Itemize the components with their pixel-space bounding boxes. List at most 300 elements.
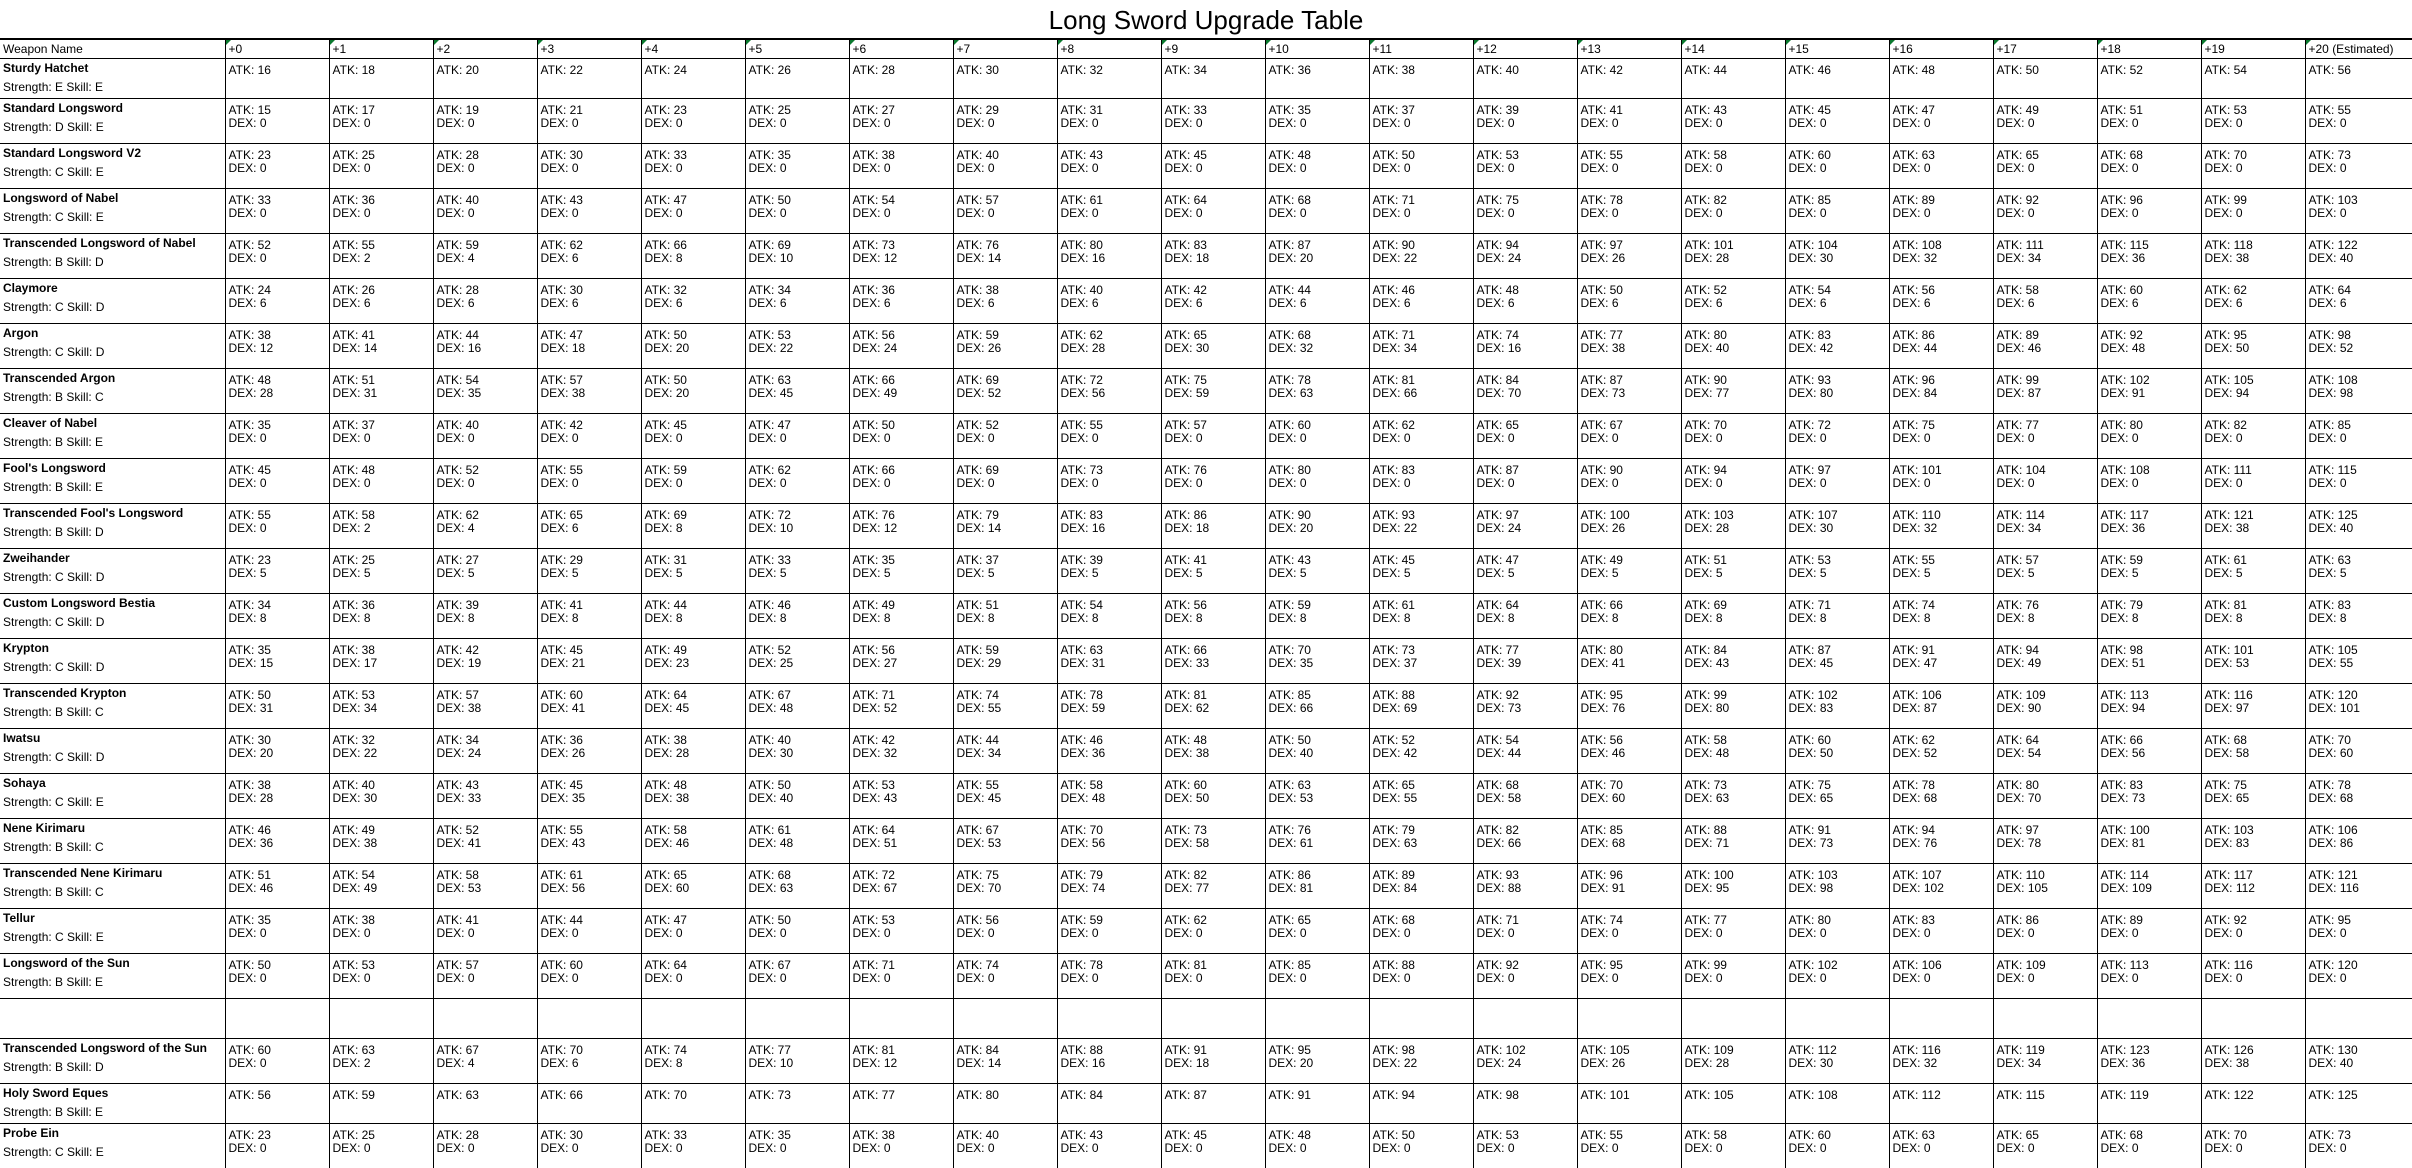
- upgrade-value-cell[interactable]: [1785, 149, 1889, 176]
- stat-requirement-cell[interactable]: Strength: C Skill: D: [0, 567, 225, 594]
- upgrade-value-cell[interactable]: [2305, 554, 2412, 581]
- upgrade-value-cell[interactable]: [745, 329, 849, 356]
- upgrade-value-cell[interactable]: [1889, 689, 1993, 716]
- upgrade-value-cell[interactable]: [1369, 644, 1473, 671]
- upgrade-value-cell[interactable]: [433, 599, 537, 626]
- upgrade-value-cell[interactable]: [1889, 1089, 1993, 1111]
- upgrade-value-cell[interactable]: [225, 284, 329, 311]
- upgrade-value-cell[interactable]: [2201, 194, 2305, 221]
- upgrade-value-cell[interactable]: [1265, 149, 1369, 176]
- upgrade-value-cell[interactable]: [641, 194, 745, 221]
- upgrade-value-cell[interactable]: [1057, 644, 1161, 671]
- upgrade-value-cell[interactable]: [433, 374, 537, 401]
- upgrade-value-cell[interactable]: [641, 509, 745, 536]
- upgrade-value-cell[interactable]: [849, 959, 953, 986]
- upgrade-value-cell[interactable]: [1057, 824, 1161, 851]
- upgrade-value-cell[interactable]: [225, 1089, 329, 1111]
- upgrade-value-cell[interactable]: [2201, 959, 2305, 986]
- upgrade-value-cell[interactable]: [1161, 554, 1265, 581]
- upgrade-value-cell[interactable]: [1057, 554, 1161, 581]
- upgrade-value-cell[interactable]: [537, 464, 641, 491]
- upgrade-value-cell[interactable]: [745, 239, 849, 266]
- upgrade-value-cell[interactable]: [1681, 64, 1785, 86]
- stat-requirement-cell[interactable]: [0, 1017, 225, 1039]
- upgrade-value-cell[interactable]: [849, 779, 953, 806]
- weapon-name-cell[interactable]: Krypton: [0, 639, 225, 658]
- upgrade-value-cell[interactable]: [1265, 64, 1369, 86]
- upgrade-value-cell[interactable]: [1369, 374, 1473, 401]
- upgrade-value-cell[interactable]: [1681, 869, 1785, 896]
- upgrade-value-cell[interactable]: [433, 464, 537, 491]
- stat-requirement-cell[interactable]: Strength: C Skill: D: [0, 747, 225, 774]
- header-level[interactable]: +20 (Estimated): [2305, 40, 2412, 59]
- upgrade-value-cell[interactable]: [641, 149, 745, 176]
- upgrade-value-cell[interactable]: [1473, 824, 1577, 851]
- stat-requirement-cell[interactable]: Strength: C Skill: D: [0, 612, 225, 639]
- upgrade-value-cell[interactable]: [2201, 1044, 2305, 1071]
- weapon-name-cell[interactable]: [0, 999, 225, 1018]
- upgrade-value-cell[interactable]: [225, 1044, 329, 1071]
- upgrade-value-cell[interactable]: [1265, 329, 1369, 356]
- upgrade-value-cell[interactable]: [1577, 509, 1681, 536]
- upgrade-value-cell[interactable]: [1993, 1044, 2097, 1071]
- stat-requirement-cell[interactable]: Strength: C Skill: E: [0, 927, 225, 954]
- upgrade-value-cell[interactable]: [2201, 374, 2305, 401]
- header-weapon-name[interactable]: Weapon Name: [0, 40, 225, 59]
- upgrade-value-cell[interactable]: [1473, 509, 1577, 536]
- upgrade-value-cell[interactable]: [849, 644, 953, 671]
- upgrade-value-cell[interactable]: [953, 284, 1057, 311]
- upgrade-value-cell[interactable]: [1369, 239, 1473, 266]
- upgrade-value-cell[interactable]: [2305, 509, 2412, 536]
- upgrade-value-cell[interactable]: [641, 779, 745, 806]
- upgrade-value-cell[interactable]: [953, 599, 1057, 626]
- upgrade-value-cell[interactable]: [2097, 869, 2201, 896]
- upgrade-value-cell[interactable]: [953, 1089, 1057, 1111]
- upgrade-value-cell[interactable]: [1057, 779, 1161, 806]
- upgrade-value-cell[interactable]: [1785, 644, 1889, 671]
- upgrade-value-cell[interactable]: [1057, 104, 1161, 131]
- upgrade-value-cell[interactable]: [1681, 329, 1785, 356]
- upgrade-value-cell[interactable]: [2097, 149, 2201, 176]
- upgrade-value-cell[interactable]: [1265, 284, 1369, 311]
- upgrade-value-cell[interactable]: [225, 599, 329, 626]
- upgrade-value-cell[interactable]: [537, 689, 641, 716]
- upgrade-value-cell[interactable]: [1889, 644, 1993, 671]
- upgrade-value-cell[interactable]: [641, 599, 745, 626]
- upgrade-value-cell[interactable]: [849, 914, 953, 941]
- upgrade-value-cell[interactable]: [433, 1129, 537, 1155]
- weapon-name-cell[interactable]: Sturdy Hatchet: [0, 59, 225, 78]
- upgrade-value-cell[interactable]: [1993, 824, 2097, 851]
- upgrade-value-cell[interactable]: [2201, 914, 2305, 941]
- upgrade-value-cell[interactable]: [537, 599, 641, 626]
- upgrade-value-cell[interactable]: [745, 464, 849, 491]
- upgrade-value-cell[interactable]: [2201, 464, 2305, 491]
- upgrade-value-cell[interactable]: [1993, 509, 2097, 536]
- upgrade-value-cell[interactable]: [745, 779, 849, 806]
- upgrade-value-cell[interactable]: [2201, 824, 2305, 851]
- weapon-name-cell[interactable]: Sohaya: [0, 774, 225, 793]
- upgrade-value-cell[interactable]: [1993, 64, 2097, 86]
- upgrade-value-cell[interactable]: [745, 104, 849, 131]
- upgrade-value-cell[interactable]: [1577, 914, 1681, 941]
- upgrade-value-cell[interactable]: [225, 734, 329, 761]
- upgrade-value-cell[interactable]: [2201, 329, 2305, 356]
- weapon-name-cell[interactable]: Cleaver of Nabel: [0, 414, 225, 433]
- upgrade-value-cell[interactable]: [1161, 149, 1265, 176]
- stat-requirement-cell[interactable]: Strength: B Skill: C: [0, 837, 225, 864]
- upgrade-value-cell[interactable]: [1785, 689, 1889, 716]
- upgrade-value-cell[interactable]: [1057, 374, 1161, 401]
- weapon-name-cell[interactable]: Fool's Longsword: [0, 459, 225, 478]
- upgrade-value-cell[interactable]: [537, 644, 641, 671]
- upgrade-value-cell[interactable]: [2201, 419, 2305, 446]
- upgrade-value-cell[interactable]: [641, 869, 745, 896]
- upgrade-value-cell[interactable]: [953, 374, 1057, 401]
- upgrade-value-cell[interactable]: [329, 959, 433, 986]
- upgrade-value-cell[interactable]: [1369, 599, 1473, 626]
- upgrade-value-cell[interactable]: [849, 419, 953, 446]
- upgrade-value-cell[interactable]: [1473, 239, 1577, 266]
- upgrade-value-cell[interactable]: [225, 104, 329, 131]
- upgrade-value-cell[interactable]: [1473, 374, 1577, 401]
- upgrade-value-cell[interactable]: [641, 914, 745, 941]
- upgrade-value-cell[interactable]: [1265, 914, 1369, 941]
- upgrade-value-cell[interactable]: [849, 689, 953, 716]
- upgrade-value-cell[interactable]: [1681, 734, 1785, 761]
- weapon-name-cell[interactable]: Longsword of the Sun: [0, 954, 225, 973]
- header-level[interactable]: +4: [641, 40, 745, 59]
- upgrade-value-cell[interactable]: [537, 869, 641, 896]
- upgrade-value-cell[interactable]: [1577, 149, 1681, 176]
- upgrade-value-cell[interactable]: [1369, 194, 1473, 221]
- upgrade-value-cell[interactable]: [1785, 779, 1889, 806]
- upgrade-value-cell[interactable]: [433, 509, 537, 536]
- upgrade-value-cell[interactable]: [1577, 959, 1681, 986]
- upgrade-value-cell[interactable]: [953, 509, 1057, 536]
- upgrade-value-cell[interactable]: [1161, 779, 1265, 806]
- upgrade-value-cell[interactable]: [2201, 644, 2305, 671]
- upgrade-value-cell[interactable]: [1681, 779, 1785, 806]
- upgrade-value-cell[interactable]: [1265, 419, 1369, 446]
- upgrade-value-cell[interactable]: [433, 419, 537, 446]
- upgrade-value-cell[interactable]: [1369, 509, 1473, 536]
- stat-requirement-cell[interactable]: Strength: E Skill: E: [0, 77, 225, 99]
- upgrade-value-cell[interactable]: [1993, 419, 2097, 446]
- upgrade-value-cell[interactable]: [1993, 329, 2097, 356]
- upgrade-value-cell[interactable]: [1785, 509, 1889, 536]
- weapon-name-cell[interactable]: Custom Longsword Bestia: [0, 594, 225, 613]
- upgrade-value-cell[interactable]: [537, 914, 641, 941]
- upgrade-value-cell[interactable]: [329, 1129, 433, 1155]
- upgrade-value-cell[interactable]: [537, 149, 641, 176]
- upgrade-value-cell[interactable]: [745, 509, 849, 536]
- upgrade-value-cell[interactable]: [2097, 599, 2201, 626]
- upgrade-value-cell[interactable]: [329, 329, 433, 356]
- upgrade-value-cell[interactable]: [1889, 104, 1993, 131]
- upgrade-value-cell[interactable]: [1993, 1089, 2097, 1111]
- upgrade-value-cell[interactable]: [1785, 104, 1889, 131]
- upgrade-value-cell[interactable]: [2305, 824, 2412, 851]
- upgrade-value-cell[interactable]: [745, 194, 849, 221]
- upgrade-value-cell[interactable]: [329, 64, 433, 86]
- upgrade-value-cell[interactable]: [849, 824, 953, 851]
- upgrade-value-cell[interactable]: [953, 914, 1057, 941]
- upgrade-value-cell[interactable]: [1993, 149, 2097, 176]
- upgrade-value-cell[interactable]: [1473, 1129, 1577, 1155]
- upgrade-value-cell[interactable]: [537, 1129, 641, 1155]
- upgrade-value-cell[interactable]: [1889, 1044, 1993, 1071]
- upgrade-value-cell[interactable]: [2097, 464, 2201, 491]
- upgrade-value-cell[interactable]: [2201, 554, 2305, 581]
- upgrade-value-cell[interactable]: [641, 64, 745, 86]
- stat-requirement-cell[interactable]: Strength: C Skill: D: [0, 342, 225, 369]
- upgrade-value-cell[interactable]: [1161, 689, 1265, 716]
- upgrade-value-cell[interactable]: [953, 1044, 1057, 1071]
- upgrade-value-cell[interactable]: [1369, 464, 1473, 491]
- upgrade-value-cell[interactable]: [1473, 194, 1577, 221]
- upgrade-value-cell[interactable]: [745, 599, 849, 626]
- upgrade-value-cell[interactable]: [329, 419, 433, 446]
- upgrade-value-cell[interactable]: [1369, 869, 1473, 896]
- upgrade-value-cell[interactable]: [1161, 914, 1265, 941]
- weapon-name-cell[interactable]: Tellur: [0, 909, 225, 928]
- upgrade-value-cell[interactable]: [849, 374, 953, 401]
- upgrade-value-cell[interactable]: [1265, 959, 1369, 986]
- upgrade-value-cell[interactable]: [1057, 1004, 1161, 1026]
- upgrade-value-cell[interactable]: [953, 149, 1057, 176]
- upgrade-value-cell[interactable]: [1889, 824, 1993, 851]
- upgrade-value-cell[interactable]: [1889, 1004, 1993, 1026]
- upgrade-value-cell[interactable]: [1473, 1044, 1577, 1071]
- upgrade-value-cell[interactable]: [433, 284, 537, 311]
- upgrade-value-cell[interactable]: [641, 1004, 745, 1026]
- upgrade-value-cell[interactable]: [433, 689, 537, 716]
- upgrade-value-cell[interactable]: [1161, 509, 1265, 536]
- upgrade-value-cell[interactable]: [537, 1044, 641, 1071]
- upgrade-value-cell[interactable]: [537, 554, 641, 581]
- stat-requirement-cell[interactable]: Strength: C Skill: D: [0, 297, 225, 324]
- upgrade-value-cell[interactable]: [2305, 284, 2412, 311]
- upgrade-value-cell[interactable]: [2305, 869, 2412, 896]
- upgrade-value-cell[interactable]: [1993, 914, 2097, 941]
- upgrade-value-cell[interactable]: [2305, 689, 2412, 716]
- upgrade-value-cell[interactable]: [329, 104, 433, 131]
- upgrade-value-cell[interactable]: [433, 914, 537, 941]
- upgrade-value-cell[interactable]: [2305, 644, 2412, 671]
- upgrade-value-cell[interactable]: [953, 1129, 1057, 1155]
- upgrade-value-cell[interactable]: [1785, 1044, 1889, 1071]
- upgrade-value-cell[interactable]: [745, 1129, 849, 1155]
- upgrade-value-cell[interactable]: [1057, 689, 1161, 716]
- upgrade-value-cell[interactable]: [1577, 104, 1681, 131]
- upgrade-value-cell[interactable]: [1265, 104, 1369, 131]
- upgrade-value-cell[interactable]: [1681, 689, 1785, 716]
- upgrade-value-cell[interactable]: [1161, 599, 1265, 626]
- upgrade-value-cell[interactable]: [1681, 374, 1785, 401]
- upgrade-value-cell[interactable]: [1577, 329, 1681, 356]
- upgrade-value-cell[interactable]: [2201, 104, 2305, 131]
- upgrade-value-cell[interactable]: [1681, 509, 1785, 536]
- weapon-name-cell[interactable]: Standard Longsword: [0, 99, 225, 118]
- upgrade-value-cell[interactable]: [1369, 779, 1473, 806]
- upgrade-value-cell[interactable]: [2305, 1004, 2412, 1026]
- upgrade-value-cell[interactable]: [1785, 869, 1889, 896]
- upgrade-value-cell[interactable]: [1265, 509, 1369, 536]
- upgrade-value-cell[interactable]: [1369, 419, 1473, 446]
- upgrade-value-cell[interactable]: [329, 1089, 433, 1111]
- upgrade-value-cell[interactable]: [1681, 644, 1785, 671]
- upgrade-value-cell[interactable]: [225, 1129, 329, 1155]
- upgrade-value-cell[interactable]: [1057, 64, 1161, 86]
- upgrade-value-cell[interactable]: [1993, 464, 2097, 491]
- upgrade-value-cell[interactable]: [849, 104, 953, 131]
- upgrade-value-cell[interactable]: [1161, 644, 1265, 671]
- upgrade-value-cell[interactable]: [225, 509, 329, 536]
- upgrade-value-cell[interactable]: [1889, 914, 1993, 941]
- upgrade-value-cell[interactable]: [953, 869, 1057, 896]
- upgrade-value-cell[interactable]: [1473, 599, 1577, 626]
- upgrade-value-cell[interactable]: [745, 869, 849, 896]
- upgrade-value-cell[interactable]: [433, 239, 537, 266]
- upgrade-value-cell[interactable]: [953, 1004, 1057, 1026]
- header-level[interactable]: +16: [1889, 40, 1993, 59]
- upgrade-value-cell[interactable]: [1889, 284, 1993, 311]
- upgrade-value-cell[interactable]: [1265, 554, 1369, 581]
- upgrade-value-cell[interactable]: [1993, 554, 2097, 581]
- upgrade-value-cell[interactable]: [537, 329, 641, 356]
- upgrade-value-cell[interactable]: [537, 284, 641, 311]
- upgrade-value-cell[interactable]: [1057, 1089, 1161, 1111]
- stat-requirement-cell[interactable]: Strength: B Skill: C: [0, 702, 225, 729]
- upgrade-value-cell[interactable]: [1265, 869, 1369, 896]
- upgrade-value-cell[interactable]: [1577, 779, 1681, 806]
- upgrade-value-cell[interactable]: [1889, 869, 1993, 896]
- upgrade-value-cell[interactable]: [1161, 959, 1265, 986]
- upgrade-value-cell[interactable]: [1889, 374, 1993, 401]
- upgrade-value-cell[interactable]: [225, 554, 329, 581]
- upgrade-value-cell[interactable]: [329, 374, 433, 401]
- upgrade-value-cell[interactable]: [953, 239, 1057, 266]
- upgrade-value-cell[interactable]: [1681, 1129, 1785, 1155]
- upgrade-value-cell[interactable]: [849, 284, 953, 311]
- upgrade-value-cell[interactable]: [329, 554, 433, 581]
- upgrade-value-cell[interactable]: [225, 644, 329, 671]
- upgrade-value-cell[interactable]: [1161, 1044, 1265, 1071]
- weapon-name-cell[interactable]: Argon: [0, 324, 225, 343]
- upgrade-value-cell[interactable]: [1369, 554, 1473, 581]
- upgrade-value-cell[interactable]: [745, 64, 849, 86]
- upgrade-value-cell[interactable]: [1993, 734, 2097, 761]
- upgrade-value-cell[interactable]: [2305, 599, 2412, 626]
- upgrade-value-cell[interactable]: [745, 374, 849, 401]
- upgrade-value-cell[interactable]: [1473, 149, 1577, 176]
- stat-requirement-cell[interactable]: Strength: B Skill: E: [0, 432, 225, 459]
- upgrade-value-cell[interactable]: [1993, 599, 2097, 626]
- upgrade-value-cell[interactable]: [1785, 914, 1889, 941]
- upgrade-value-cell[interactable]: [225, 1004, 329, 1026]
- upgrade-value-cell[interactable]: [225, 194, 329, 221]
- header-level[interactable]: +18: [2097, 40, 2201, 59]
- upgrade-value-cell[interactable]: [849, 149, 953, 176]
- upgrade-value-cell[interactable]: [1889, 329, 1993, 356]
- upgrade-value-cell[interactable]: [225, 239, 329, 266]
- weapon-name-cell[interactable]: Zweihander: [0, 549, 225, 568]
- upgrade-value-cell[interactable]: [1473, 734, 1577, 761]
- upgrade-value-cell[interactable]: [1369, 914, 1473, 941]
- upgrade-value-cell[interactable]: [225, 419, 329, 446]
- upgrade-value-cell[interactable]: [1057, 869, 1161, 896]
- upgrade-value-cell[interactable]: [225, 869, 329, 896]
- upgrade-value-cell[interactable]: [433, 734, 537, 761]
- weapon-name-cell[interactable]: Longsword of Nabel: [0, 189, 225, 208]
- upgrade-value-cell[interactable]: [1265, 239, 1369, 266]
- upgrade-value-cell[interactable]: [2201, 599, 2305, 626]
- upgrade-value-cell[interactable]: [1577, 1044, 1681, 1071]
- upgrade-value-cell[interactable]: [2097, 104, 2201, 131]
- upgrade-value-cell[interactable]: [641, 824, 745, 851]
- upgrade-value-cell[interactable]: [329, 599, 433, 626]
- upgrade-value-cell[interactable]: [329, 689, 433, 716]
- upgrade-value-cell[interactable]: [1681, 554, 1785, 581]
- upgrade-value-cell[interactable]: [2097, 779, 2201, 806]
- upgrade-value-cell[interactable]: [2097, 509, 2201, 536]
- upgrade-value-cell[interactable]: [1161, 464, 1265, 491]
- upgrade-value-cell[interactable]: [2201, 509, 2305, 536]
- upgrade-value-cell[interactable]: [1161, 239, 1265, 266]
- upgrade-value-cell[interactable]: [2305, 959, 2412, 986]
- weapon-name-cell[interactable]: Standard Longsword V2: [0, 144, 225, 163]
- upgrade-value-cell[interactable]: [1681, 149, 1785, 176]
- upgrade-value-cell[interactable]: [1577, 64, 1681, 86]
- upgrade-value-cell[interactable]: [1681, 824, 1785, 851]
- upgrade-value-cell[interactable]: [849, 329, 953, 356]
- upgrade-value-cell[interactable]: [537, 239, 641, 266]
- upgrade-value-cell[interactable]: [849, 1129, 953, 1155]
- upgrade-value-cell[interactable]: [2305, 464, 2412, 491]
- upgrade-value-cell[interactable]: [745, 734, 849, 761]
- upgrade-value-cell[interactable]: [2305, 1129, 2412, 1155]
- upgrade-value-cell[interactable]: [953, 194, 1057, 221]
- upgrade-value-cell[interactable]: [953, 644, 1057, 671]
- upgrade-value-cell[interactable]: [849, 1089, 953, 1111]
- upgrade-value-cell[interactable]: [849, 1044, 953, 1071]
- upgrade-value-cell[interactable]: [537, 104, 641, 131]
- upgrade-value-cell[interactable]: [1265, 599, 1369, 626]
- upgrade-value-cell[interactable]: [1785, 1004, 1889, 1026]
- upgrade-value-cell[interactable]: [2097, 959, 2201, 986]
- upgrade-value-cell[interactable]: [1161, 104, 1265, 131]
- upgrade-value-cell[interactable]: [953, 554, 1057, 581]
- upgrade-value-cell[interactable]: [745, 1044, 849, 1071]
- upgrade-value-cell[interactable]: [1681, 1089, 1785, 1111]
- upgrade-value-cell[interactable]: [745, 824, 849, 851]
- header-level[interactable]: +11: [1369, 40, 1473, 59]
- upgrade-value-cell[interactable]: [433, 644, 537, 671]
- header-level[interactable]: +14: [1681, 40, 1785, 59]
- header-level[interactable]: +12: [1473, 40, 1577, 59]
- upgrade-value-cell[interactable]: [1577, 374, 1681, 401]
- upgrade-value-cell[interactable]: [849, 1004, 953, 1026]
- upgrade-value-cell[interactable]: [1577, 464, 1681, 491]
- upgrade-value-cell[interactable]: [1161, 824, 1265, 851]
- stat-requirement-cell[interactable]: Strength: C Skill: D: [0, 657, 225, 684]
- header-level[interactable]: +19: [2201, 40, 2305, 59]
- upgrade-value-cell[interactable]: [537, 959, 641, 986]
- upgrade-value-cell[interactable]: [1057, 1129, 1161, 1155]
- upgrade-value-cell[interactable]: [641, 1089, 745, 1111]
